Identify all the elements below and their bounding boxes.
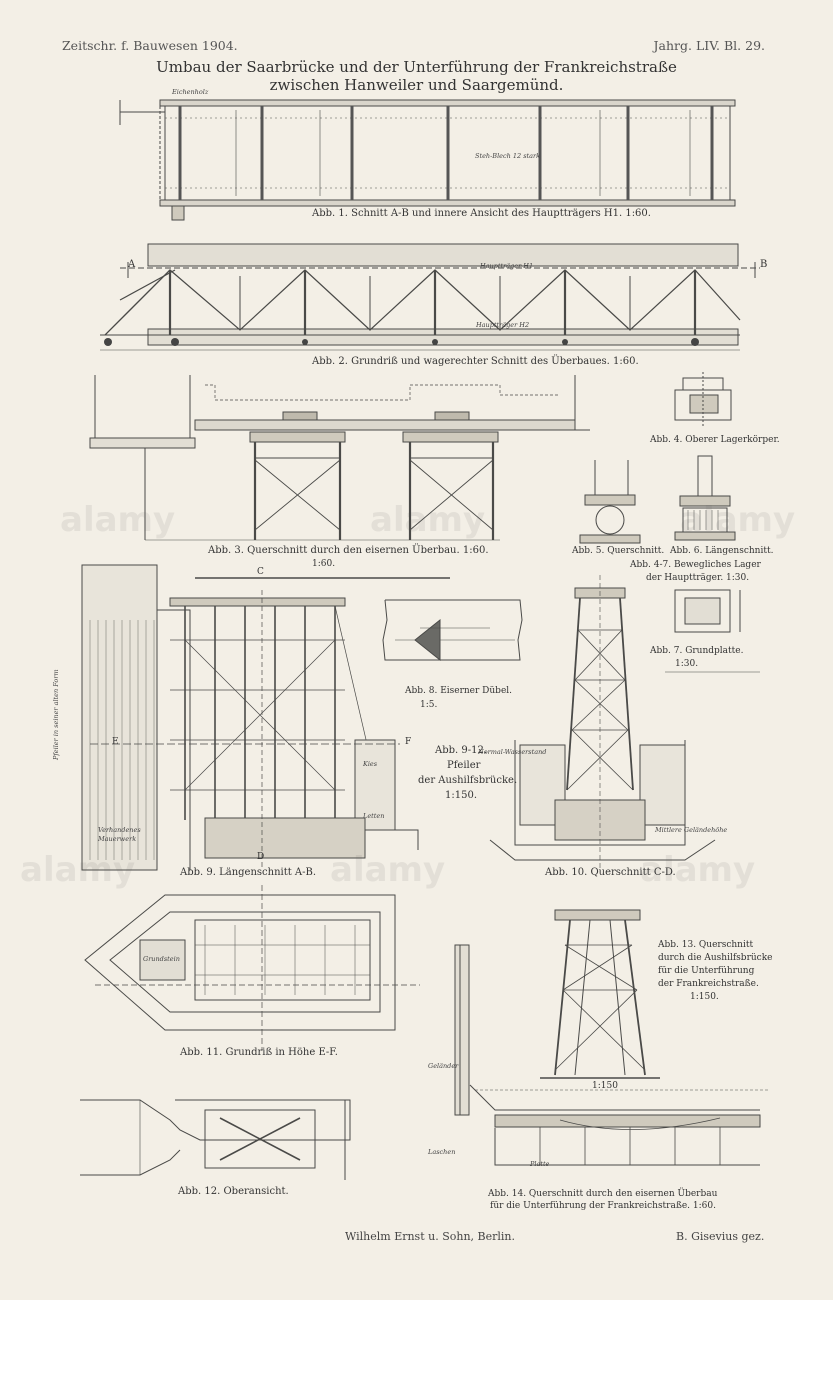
mark-e: E xyxy=(112,737,119,747)
watermark: alamy xyxy=(330,850,446,890)
label-eichenholz: Eichenholz xyxy=(172,88,209,96)
label-verhandenes: Verhandenes xyxy=(98,826,141,834)
watermark: alamy xyxy=(60,500,176,540)
caption-abb13-line4: der Frankreichstraße. xyxy=(658,979,759,989)
mark-f: F xyxy=(405,737,412,747)
caption-abb14-line2: für die Unterführung der Frankreichstraße. 1:60. xyxy=(490,1201,716,1211)
mark-b: B xyxy=(760,259,768,270)
label-haupttraeger-h1: Hauptträger H1 xyxy=(480,262,534,270)
sheet-title-line1: Umbau der Saarbrücke und der Unterführung der Frankreichstraße xyxy=(156,58,677,76)
caption-abb9-12-scale: 1:150. xyxy=(445,790,477,801)
abb4-bearing xyxy=(675,372,731,426)
label-mittlere-gelaendehoehe: Mittlere Geländehöhe xyxy=(655,826,728,834)
caption-abb4-7: Abb. 4-7. Bewegliches Lager xyxy=(630,560,761,570)
caption-abb3-scale: 1:60. xyxy=(312,559,336,569)
caption-abb7: Abb. 7. Grundplatte. xyxy=(650,646,744,656)
abb13-aux-bridge-section xyxy=(540,910,660,1078)
caption-abb9: Abb. 9. Längenschnitt A-B. xyxy=(180,867,317,878)
sheet-title-line2: zwischen Hanweiler und Saargemünd. xyxy=(269,76,564,94)
label-normal-wasserstand: Normal-Wasserstand xyxy=(478,748,547,756)
abb1-girder-elevation xyxy=(120,100,735,220)
caption-abb11: Abb. 11. Grundriß in Höhe E-F. xyxy=(180,1047,338,1058)
caption-abb8: Abb. 8. Eiserner Dübel. xyxy=(405,686,513,696)
caption-abb6: Abb. 6. Längenschnitt. xyxy=(670,546,774,556)
abb9-long-section xyxy=(82,565,418,870)
caption-abb13: Abb. 13. Querschnitt xyxy=(658,940,754,950)
caption-abb5: Abb. 5. Querschnitt. xyxy=(572,546,665,556)
abb13-scale-label: 1:150 xyxy=(592,1081,618,1091)
label-mauerwerk: Mauerwerk xyxy=(98,835,137,843)
caption-abb7-scale: 1:30. xyxy=(675,659,699,669)
journal-header: Zeitschr. f. Bauwesen 1904. xyxy=(62,38,238,53)
publisher-credit: Wilhelm Ernst u. Sohn, Berlin. xyxy=(345,1230,515,1243)
caption-abb13-line2: durch die Aushilfsbrücke xyxy=(658,953,773,963)
watermark: alamy xyxy=(680,500,796,540)
label-pfeiler-alte-form: Pfeiler in seiner alten Form xyxy=(52,669,60,760)
volume-header: Jahrg. LIV. Bl. 29. xyxy=(653,38,765,53)
caption-abb8-scale: 1:5. xyxy=(420,700,438,710)
footer-band xyxy=(0,1300,833,1390)
label-letten: Letten xyxy=(363,812,385,820)
mark-c: C xyxy=(257,567,264,577)
caption-abb2: Abb. 2. Grundriß und wagerechter Schnitt des Überbaues. 1:60. xyxy=(312,356,639,367)
watermark: alamy xyxy=(370,500,486,540)
caption-abb9-12: Abb. 9-12. xyxy=(435,745,488,756)
abb12-top-view xyxy=(80,1100,350,1180)
mark-a: A xyxy=(128,259,136,270)
caption-abb10: Abb. 10. Querschnitt C-D. xyxy=(545,867,676,878)
abb2-plan xyxy=(100,244,760,350)
label-gelaender: Geländer xyxy=(428,1062,459,1070)
engraver-credit: B. Gisevius gez. xyxy=(676,1230,765,1243)
label-stehblech: Steh-Blech 12 stark xyxy=(475,152,541,160)
mark-d: D xyxy=(257,852,265,862)
caption-abb1: Abb. 1. Schnitt A-B und innere Ansicht des Hauptträgers H1. 1:60. xyxy=(312,208,651,219)
label-grundstein: Grundstein xyxy=(143,955,180,963)
caption-abb9-12-aushilfsbruecke: der Aushilfsbrücke. xyxy=(418,775,518,786)
abb8-dowel xyxy=(383,600,522,660)
label-haupttraeger-h2: Hauptträger H2 xyxy=(476,321,530,329)
caption-abb13-line3: für die Unterführung xyxy=(658,966,755,976)
label-laschen: Laschen xyxy=(428,1148,456,1156)
label-platte: Platte xyxy=(530,1160,550,1168)
label-kies: Kies xyxy=(363,760,378,768)
caption-abb12: Abb. 12. Oberansicht. xyxy=(178,1186,289,1197)
abb11-plan xyxy=(85,885,420,1050)
caption-abb14: Abb. 14. Querschnitt durch den eisernen Überbau xyxy=(488,1189,718,1199)
caption-abb4: Abb. 4. Oberer Lagerkörper. xyxy=(650,435,780,445)
caption-abb9-12-pfeiler: Pfeiler xyxy=(447,760,481,771)
caption-abb4-7-scale: der Hauptträger. 1:30. xyxy=(646,573,750,583)
abb14-underpass-section xyxy=(455,945,773,1165)
watermark: alamy xyxy=(20,850,136,890)
caption-abb13-scale: 1:150. xyxy=(690,992,719,1002)
caption-abb3: Abb. 3. Querschnitt durch den eisernen Überbau. 1:60. xyxy=(208,545,489,556)
watermark: alamy xyxy=(640,850,756,890)
